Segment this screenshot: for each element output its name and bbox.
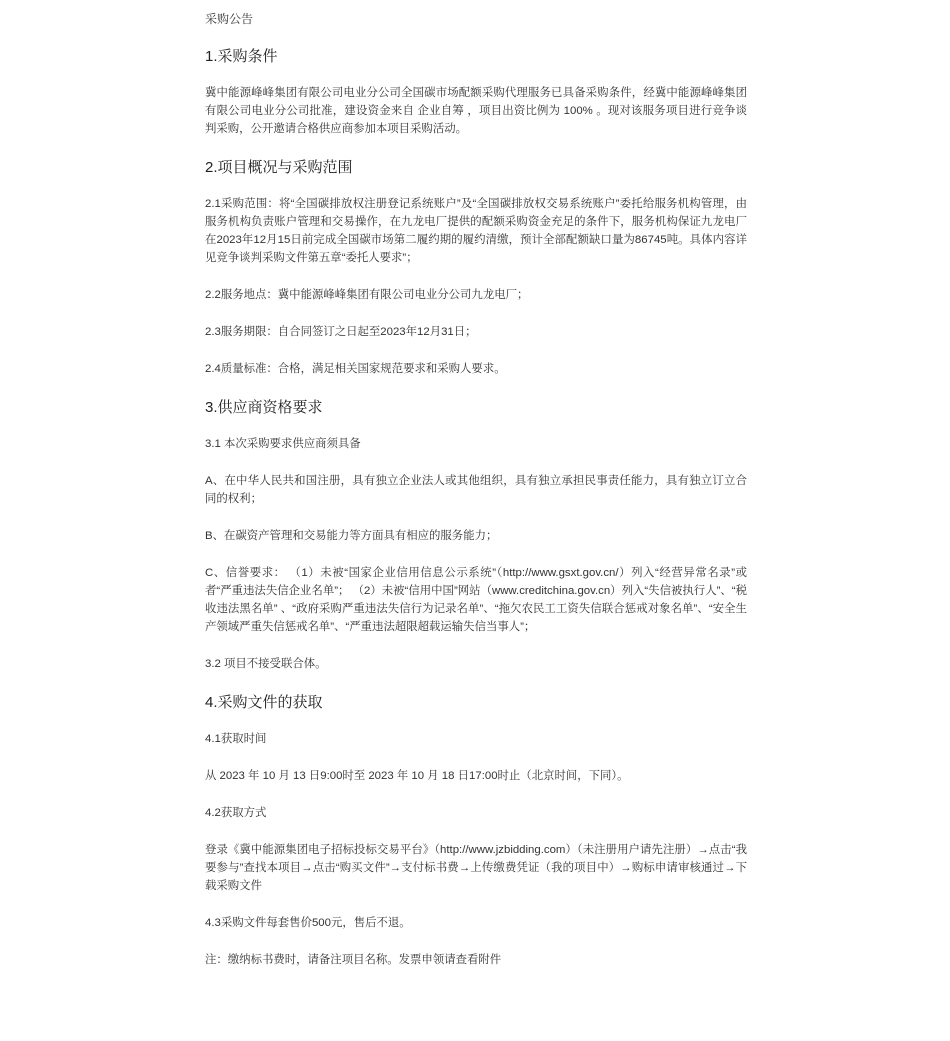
section-procurement-conditions: [205, 46, 747, 138]
announcement-document: [205, 0, 747, 969]
section-project-overview: [205, 157, 747, 378]
paragraph: 冀中能源峰峰集团有限公司电业分公司全国碳市场配额采购代理服务已具备采购条件，经冀中能源峰峰集团有限公司电业分公司批准，建设资金来自 企业自筹 ，项目出资比例为 100% 。现对该服务项目进行竞争谈判采购，公开邀请合格供应商参加本项目采购活动。: [205, 87, 747, 135]
section-document-acquisition: [205, 692, 747, 969]
section-heading: 4.采购文件的获取: [205, 694, 323, 711]
paragraph: 从 2023 年 10 月 13 日9:00时至 2023 年 10 月 18 日17:00时止（北京时间，下同）。: [205, 770, 629, 782]
paragraph: 2.1采购范围：将“全国碳排放权注册登记系统账户”及“全国碳排放权交易系统账户”委托给服务机构管理，由服务机构负责账户管理和交易操作，在九龙电厂提供的配额采购资金充足的条件下，服务机构保证九龙电厂在2023年12月15日前完成全国碳市场第二履约期的履约清缴，预计全部配额缺口量为86745吨。具体内容详见竞争谈判采购文件第五章“委托人要求”；: [205, 198, 747, 264]
paragraph: 2.3服务期限：自合同签订之日起至2023年12月31日；: [205, 326, 477, 338]
paragraph: 2.4质量标准：合格，满足相关国家规范要求和采购人要求。: [205, 363, 506, 375]
section-supplier-qualifications: [205, 397, 747, 673]
paragraph: 4.2获取方式: [205, 807, 267, 819]
document-label: 采购公告: [205, 12, 254, 26]
section-heading: 2.项目概况与采购范围: [205, 159, 353, 176]
section-heading: 1.采购条件: [205, 48, 278, 65]
section-heading: 3.供应商资格要求: [205, 399, 323, 416]
paragraph: 登录《冀中能源集团电子招标投标交易平台》（http://www.jzbidding.com）（未注册用户请先注册）→点击“我要参与”查找本项目→点击“购买文件”→支付标书费→上传缴费凭证（我的项目中）→购标申请审核通过→下载采购文件: [205, 844, 747, 892]
paragraph: 3.2 项目不接受联合体。: [205, 658, 327, 670]
paragraph: A、在中华人民共和国注册，具有独立企业法人或其他组织，具有独立承担民事责任能力，具有独立订立合同的权利；: [205, 475, 747, 505]
paragraph: 2.2服务地点：冀中能源峰峰集团有限公司电业分公司九龙电厂；: [205, 289, 529, 301]
paragraph: 注：缴纳标书费时，请备注项目名称。发票申领请查看附件: [205, 954, 502, 966]
paragraph: 4.1获取时间: [205, 733, 267, 745]
paragraph: B、在碳资产管理和交易能力等方面具有相应的服务能力；: [205, 530, 498, 542]
paragraph: C、信誉要求： （1）未被“国家企业信用信息公示系统”（http://www.gsxt.gov.cn/）列入“经营异常名录”或者“严重违法失信企业名单”； （2）未被“信用中国”网站（www.creditchina.gov.cn）列入“失信被执行人”、“税收违法黑名单” 、“政府采购严重违法失信行为记录名单”、“拖欠农民工工资失信联合惩戒对象名单”、“安全生产领域严重失信惩戒名单”、“严重违法超限超载运输失信当事人”；: [205, 567, 747, 633]
paragraph: 3.1 本次采购要求供应商须具备: [205, 438, 361, 450]
paragraph: 4.3采购文件每套售价500元，售后不退。: [205, 917, 411, 929]
